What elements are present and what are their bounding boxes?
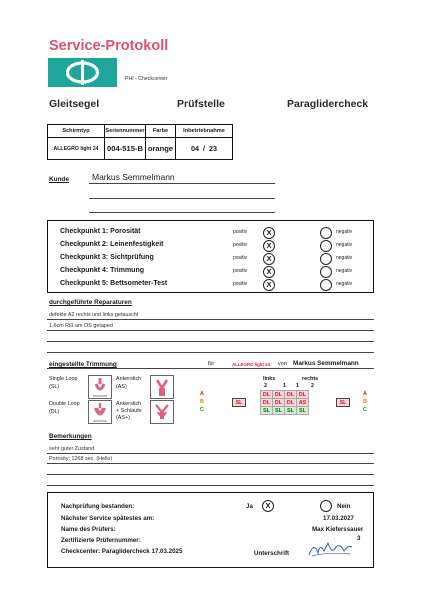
anchor-single-abbr: (AS) [116,384,127,390]
customer-line-3 [89,212,275,213]
negative-label: negativ [336,255,353,261]
customer-name: Markus Semmelmann [92,172,175,182]
checkpoint-row [48,239,373,252]
trim-cell: SL [297,407,309,415]
col-header: 1 [283,383,286,389]
header-wing-type: Schirmtyp [48,125,105,138]
row-label-a: A [200,391,204,397]
anchor-single-label: Ankerstich [116,376,142,382]
yes-label: Ja [246,503,253,510]
customer-line-2 [89,198,275,199]
cert-number: 3 [357,535,361,542]
negative-label: negativ [336,268,353,274]
repair-rule [47,352,374,353]
checkpoint-box [47,220,374,293]
negative-checkbox[interactable] [320,227,332,239]
col-header: 2 [311,383,314,389]
repair-rule [47,341,374,342]
category-inspection: Prüfstelle [177,98,225,110]
next-service-label: Nächster Service spätestes am: [61,515,155,522]
positive-checkbox-checked[interactable]: X [263,266,275,278]
remark-line: Porosity: 1268 sec. (Hello) [49,456,113,462]
signoff-box [47,492,374,568]
right-side-label: rechts [302,376,319,382]
col-header: 2 [264,383,267,389]
right-outer-trim: SL [336,398,350,407]
positive-checkbox-checked[interactable]: X [263,279,275,291]
wing-info-table [47,124,233,160]
repair-line: 1.6cm Riß am OS getaped [49,323,113,329]
double-loop-diagram [88,400,112,424]
header-commissioning: Inbetriebnahme [176,125,233,138]
category-glider: Gleitsegel [49,98,100,110]
trim-cell: DL [261,391,273,399]
negative-label: negativ [336,281,353,287]
no-label: Nein [337,503,351,510]
remark-rule [47,453,374,454]
value-serial: 004-515-B [105,138,146,160]
single-loop-label: Single Loop [49,376,78,382]
checkpoint-label: Checkpunkt 2: Leinenfestigkeit [60,241,164,248]
remark-rule [47,463,374,464]
trim-wing: ALLEGRO light 24 [232,362,271,367]
repair-line: defekte A2 rechts und links getauscht [49,312,139,318]
positive-label: positiv [233,255,248,261]
trim-cell: DL [285,391,297,399]
anchor-stitch-diagram [150,375,174,399]
trim-cell: SL [273,407,285,415]
checkpoint-row [48,265,373,278]
checkcenter-name: PHI - Checkcenter [125,76,168,82]
anchor-double-label-2: + Schlaufe [116,408,142,414]
trim-cell: DL [261,399,273,407]
trim-cell: DL [273,391,285,399]
left-outer-trim: SL [232,398,246,407]
col-header: 1 [296,383,299,389]
trim-cell: DL [285,399,297,407]
passed-label: Nachprüfung bestanden: [61,503,135,510]
double-loop-label: Double Loop [49,401,80,407]
remark-rule [47,474,374,475]
checkpoint-row [48,252,373,265]
customer-label: Kunde [49,176,69,183]
trim-from-label: von [278,361,287,367]
inspector-name: Max Kieferssauer [312,526,364,533]
positive-checkbox-checked[interactable]: X [263,240,275,252]
repair-rule [47,330,374,331]
negative-checkbox[interactable] [320,279,332,291]
row-label-b: B [200,399,204,405]
checkcenter-line: Checkcenter: Paraglidercheck 17.03.2025 [61,548,183,555]
left-side-label: links [263,376,276,382]
value-color: orange [146,138,176,160]
remark-line: sehr guter Zustand [49,446,95,452]
positive-label: positiv [233,242,248,248]
negative-checkbox[interactable] [320,266,332,278]
trim-label: eingestellte Trimmung [49,361,117,368]
trim-cell: AS [297,399,309,407]
checkpoint-row [48,278,373,291]
remarks-label: Bemerkungen [49,433,92,440]
trim-cell: DL [297,391,309,399]
checkpoint-row [48,226,373,239]
trim-cell: DL [273,399,285,407]
header-serial: Seriennummer [105,125,146,138]
negative-label: negativ [336,229,353,235]
anchor-double-label-3: (AS+) [116,415,130,421]
negative-checkbox[interactable] [320,240,332,252]
positive-checkbox-checked[interactable]: X [263,227,275,239]
anchor-loop-diagram [150,400,174,424]
checkpoint-label: Checkpunkt 1: Porosität [60,228,141,235]
cert-label: Zertifizierte Prüfernummer: [61,537,141,544]
trim-cell: SL [261,407,273,415]
checkpoint-label: Checkpunkt 3: Sichtprüfung [60,254,154,261]
repairs-label: durchgeführte Reparaturen [49,299,132,306]
trim-rule [47,368,374,369]
positive-label: positiv [233,268,248,274]
trim-owner: Markus Semmelmann [293,360,359,367]
yes-checkbox-checked[interactable]: X [262,500,274,512]
negative-checkbox[interactable] [320,253,332,265]
negative-label: negativ [336,242,353,248]
repair-rule [47,319,374,320]
checkpoint-label: Checkpunkt 4: Trimmung [60,267,145,274]
positive-label: positiv [233,281,248,287]
category-check: Paraglidercheck [287,98,369,110]
remark-rule [47,485,374,486]
document-title: Service-Protokoll [49,38,169,54]
header-color: Farbe [146,125,176,138]
row-label-a-right: A [363,391,367,397]
signature-image [306,537,354,564]
double-loop-abbr: (DL) [49,409,60,415]
row-label-c: C [200,407,204,413]
no-checkbox[interactable] [320,500,332,512]
value-wing-type: ALLEGRO light 24 [48,138,105,160]
row-label-c-right: C [363,407,367,413]
customer-line-1 [89,183,275,184]
inspector-label: Name des Prüfers: [61,526,116,533]
single-loop-diagram [88,375,112,399]
positive-checkbox-checked[interactable]: X [263,253,275,265]
signature-label: Unterschrift [254,550,290,557]
next-service-date: 17.03.2027 [323,515,354,522]
trim-grid [260,390,309,415]
value-commissioning: 04 / 23 [176,138,233,160]
anchor-double-label-1: Ankerstich [116,401,142,407]
positive-label: positiv [233,229,248,235]
checkpoint-label: Checkpunkt 5: Bettsometer-Test [60,280,168,287]
single-loop-abbr: (SL) [49,384,60,390]
trim-for-label: für [208,361,215,367]
trim-cell: SL [285,407,297,415]
row-label-b-right: B [363,399,367,405]
phi-logo [48,58,117,87]
